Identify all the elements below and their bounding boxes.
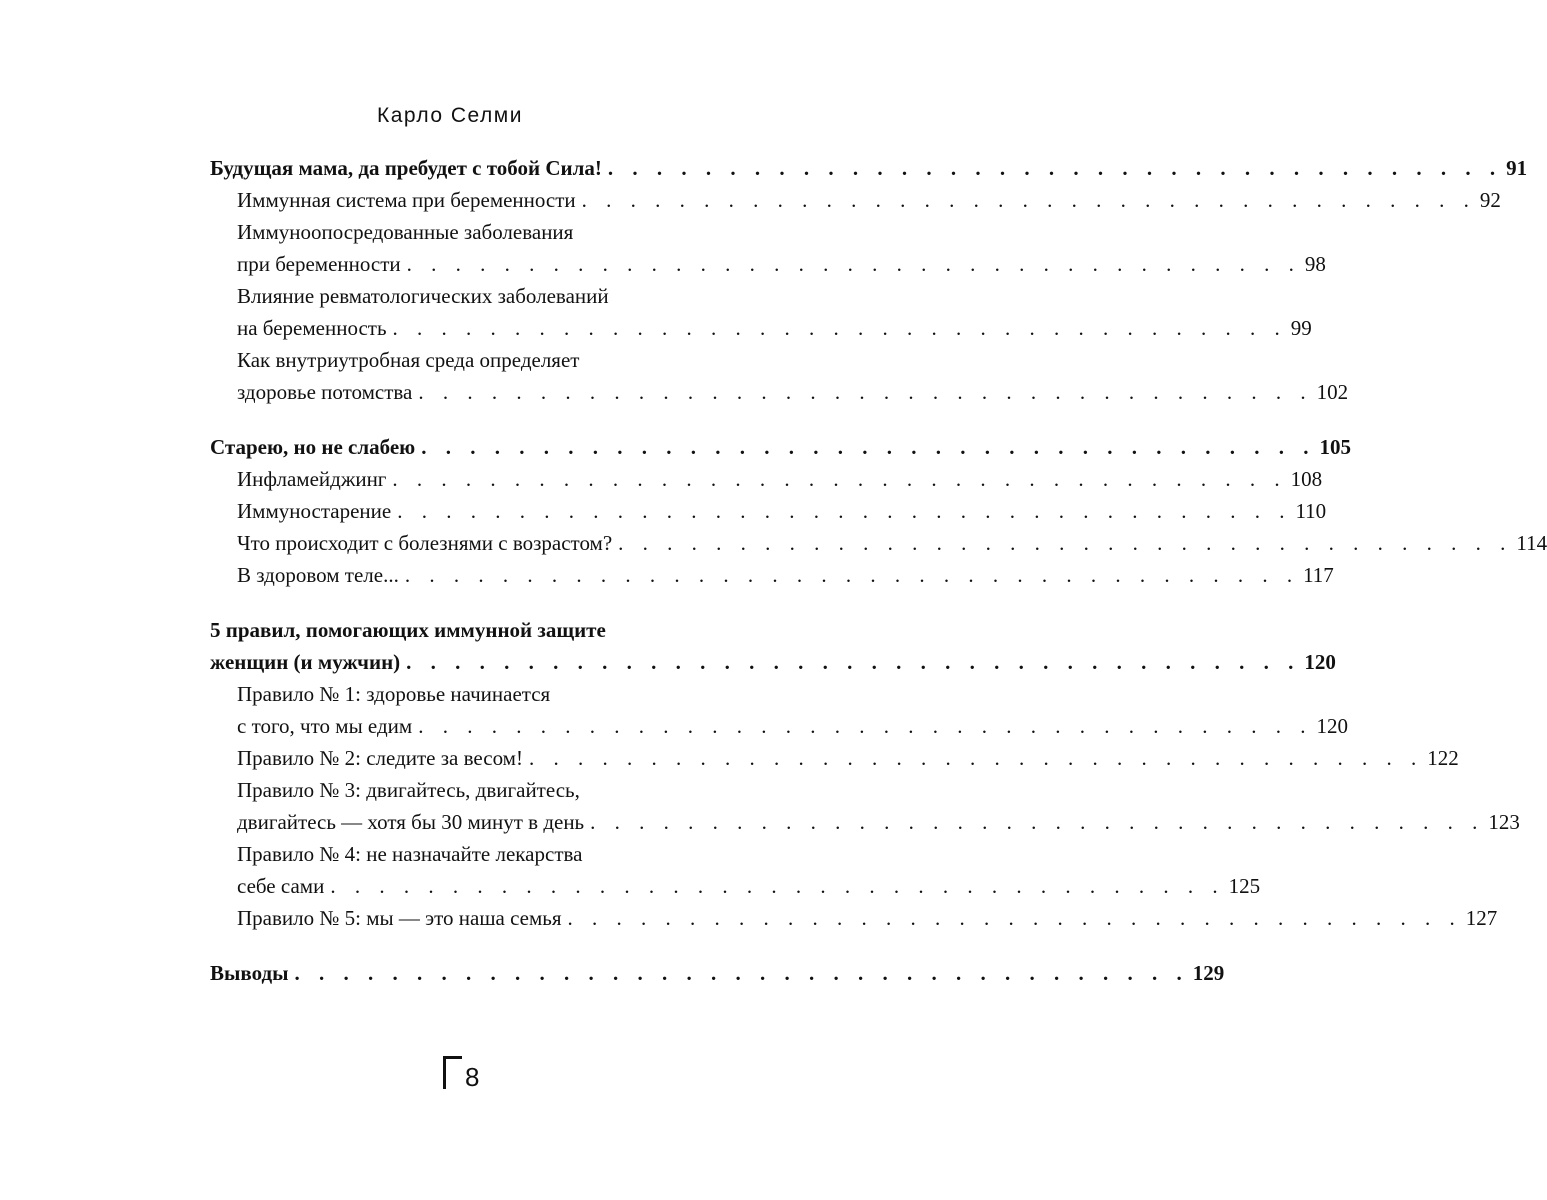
toc-leader: . . . . . . . . . . . . . . . . . . . . . . . . . . . . . . . . . . . . . [421,435,1316,459]
toc-leader: . . . . . . . . . . . . . . . . . . . . . . . . . . . . . . . . . . . . . [406,650,1301,674]
toc-page-number: 98 [1304,252,1326,276]
toc-page-number: 108 [1290,467,1323,491]
toc-page-number: 127 [1465,906,1498,930]
toc-item-title: Правило № 2: следите за весом! [237,746,523,770]
toc-chapter-title-cont: женщин (и мужчин) [210,650,401,674]
toc-item[interactable] [210,184,1501,216]
toc-leader: . . . . . . . . . . . . . . . . . . . . . . . . . . . . . . . . . . . . . [330,874,1225,898]
toc-item-title-cont: на беременность [237,316,387,340]
toc-leader: . . . . . . . . . . . . . . . . . . . . . . . . . . . . . . . . . . . . . [392,467,1287,491]
page-folio [443,1056,503,1096]
toc-item-title-cont: себе сами [237,874,325,898]
toc-item-title: Иммунная система при беременности [237,188,576,212]
table-of-contents [210,152,1547,989]
toc-item[interactable] [210,495,1327,527]
toc-item-title: Влияние ревматологических заболеваний [237,284,609,308]
toc-item[interactable] [210,559,1334,591]
toc-page-number: 102 [1316,380,1349,404]
toc-item-title: Правило № 3: двигайтесь, двигайтесь, [237,778,580,802]
toc-chapter-4[interactable] [210,957,1225,989]
toc-leader: . . . . . . . . . . . . . . . . . . . . . . . . . . . . . . . . . . . . . [294,961,1189,985]
toc-page-number: 91 [1506,156,1528,180]
toc-leader: . . . . . . . . . . . . . . . . . . . . . . . . . . . . . . . . . . . . . [581,188,1476,212]
toc-chapter-3[interactable] [210,614,1336,678]
toc-item-title-cont: здоровье потомства [237,380,413,404]
toc-page-number: 105 [1319,435,1351,459]
toc-item-title-cont: при беременности [237,252,401,276]
toc-item[interactable] [210,774,1520,838]
toc-chapter-title: Будущая мама, да пребудет с тобой Сила! [210,156,602,180]
toc-leader: . . . . . . . . . . . . . . . . . . . . . . . . . . . . . . . . . . . . . [607,156,1503,180]
toc-leader: . . . . . . . . . . . . . . . . . . . . . . . . . . . . . . . . . . . . . [404,563,1300,587]
toc-item-title: В здоровом теле... [237,563,399,587]
toc-leader: . . . . . . . . . . . . . . . . . . . . . . . . . . . . . . . . . . . . . [397,499,1292,523]
toc-item-title: Что происходит с болезнями с возрастом? [237,531,613,555]
toc-page-number: 120 [1316,714,1348,738]
toc-item[interactable] [210,742,1459,774]
toc-chapter-1[interactable] [210,152,1528,184]
toc-item[interactable] [210,280,1312,344]
toc-chapter-title: Выводы [210,961,289,985]
toc-page-number: 120 [1304,650,1336,674]
toc-item[interactable] [210,463,1323,495]
toc-leader: . . . . . . . . . . . . . . . . . . . . . . . . . . . . . . . . . . . . . [567,906,1462,930]
toc-page-number: 129 [1192,961,1225,985]
toc-item-title: Как внутриутробная среда определяет [237,348,580,372]
toc-item[interactable] [210,527,1547,559]
toc-item-title: Иммуноопосредованные заболевания [237,220,574,244]
toc-item[interactable] [210,838,1261,902]
toc-leader: . . . . . . . . . . . . . . . . . . . . . . . . . . . . . . . . . . . . . [590,810,1485,834]
toc-leader: . . . . . . . . . . . . . . . . . . . . . . . . . . . . . . . . . . . . . [392,316,1287,340]
toc-item-title: Правило № 5: мы — это наша семья [237,906,562,930]
page-number: 8 [465,1062,480,1092]
toc-chapter-title: Старею, но не слабею [210,435,416,459]
toc-item-title: Правило № 4: не назначайте лекарства [237,842,583,866]
toc-item[interactable] [210,344,1349,408]
running-header-author: Карло Селми [377,104,523,127]
toc-item[interactable] [210,902,1498,934]
folio-corner-mark [443,1056,462,1089]
toc-leader: . . . . . . . . . . . . . . . . . . . . . . . . . . . . . . . . . . . . . [618,531,1513,555]
toc-page-number: 92 [1479,188,1501,212]
toc-page-number: 99 [1290,316,1312,340]
toc-page-number: 125 [1228,874,1261,898]
toc-item-title-cont: двигайтесь — хотя бы 30 минут в день [237,810,585,834]
toc-leader: . . . . . . . . . . . . . . . . . . . . . . . . . . . . . . . . . . . . . [418,714,1313,738]
toc-item-title-cont: с того, что мы едим [237,714,413,738]
toc-chapter-title: 5 правил, помогающих иммунной защите [210,618,606,642]
toc-page-number: 123 [1488,810,1520,834]
toc-chapter-2[interactable] [210,431,1351,463]
toc-page-number: 114 [1516,531,1547,555]
toc-item-title: Правило № 1: здоровье начинается [237,682,551,706]
toc-page-number: 110 [1295,499,1327,523]
toc-leader: . . . . . . . . . . . . . . . . . . . . . . . . . . . . . . . . . . . . . [406,252,1301,276]
toc-leader: . . . . . . . . . . . . . . . . . . . . . . . . . . . . . . . . . . . . . [418,380,1313,404]
toc-page-number: 117 [1303,563,1334,587]
toc-item[interactable] [210,216,1326,280]
toc-item[interactable] [210,678,1348,742]
toc-page-number: 122 [1427,746,1459,770]
toc-item-title: Иммуностарение [237,499,392,523]
toc-leader: . . . . . . . . . . . . . . . . . . . . . . . . . . . . . . . . . . . . . [528,746,1424,770]
toc-item-title: Инфламейджинг [237,467,387,491]
